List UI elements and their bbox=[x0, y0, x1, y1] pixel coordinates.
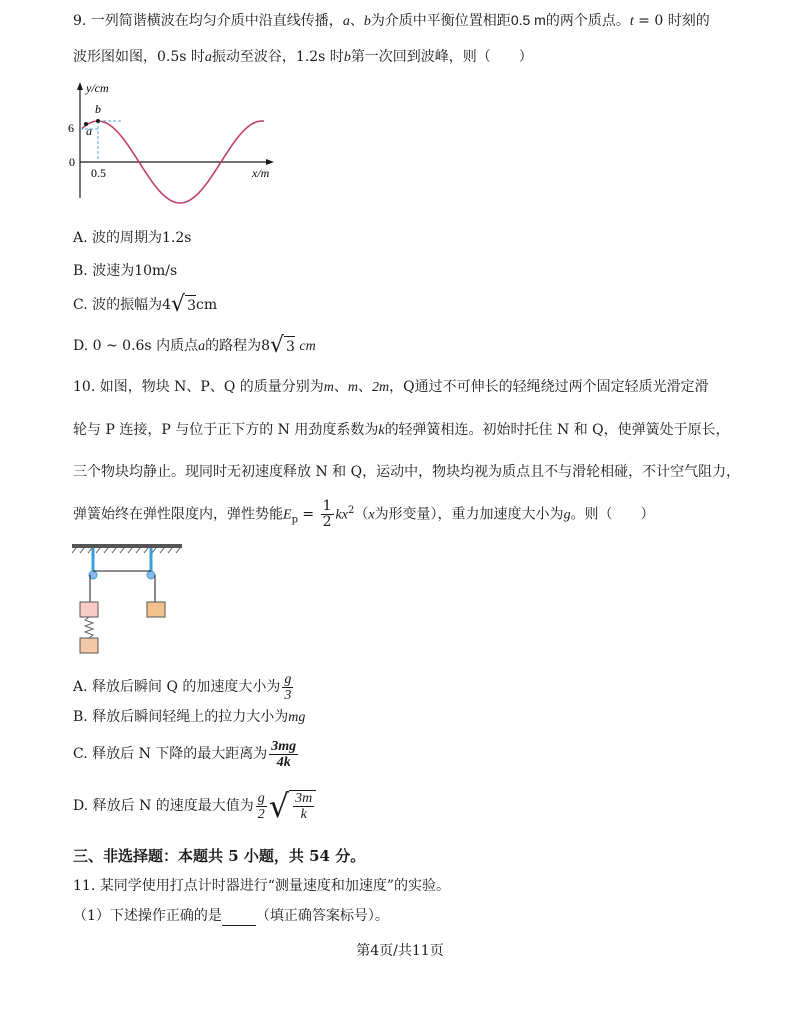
q10-text: 轮与 P 连接，P 与位于正下方的 N 用劲度系数为 bbox=[73, 422, 379, 438]
exponent: 2 bbox=[347, 505, 355, 516]
origin-label: 0 bbox=[69, 155, 75, 169]
q10-line1 bbox=[73, 377, 709, 398]
unit: cm bbox=[196, 297, 218, 313]
block-n bbox=[80, 638, 98, 653]
q10-line4 bbox=[73, 496, 655, 535]
x-tick-05: 0.5 bbox=[91, 166, 106, 180]
radical-icon: √ bbox=[270, 333, 285, 358]
option-text: D. 释放后 N 的速度最大值为 bbox=[73, 798, 254, 814]
sep: 、 bbox=[358, 379, 373, 395]
coef: 8 bbox=[261, 338, 270, 354]
ceiling-hatch bbox=[72, 548, 180, 553]
q9-option-a bbox=[73, 228, 191, 248]
y-axis-label: y/cm bbox=[86, 81, 109, 95]
q9-text: 振动至波谷，1.2s 时 bbox=[211, 49, 344, 65]
page-footer: 第4页/共11页 bbox=[356, 943, 444, 959]
equals: = bbox=[297, 506, 319, 523]
q10-line2 bbox=[73, 420, 730, 441]
distance-value: 0.5 m bbox=[510, 12, 546, 28]
fraction bbox=[256, 791, 267, 822]
sqrt-symbol bbox=[268, 787, 317, 825]
option-text: 的路程为 bbox=[205, 338, 262, 354]
radicand bbox=[289, 790, 316, 822]
radicand: 3 bbox=[284, 336, 295, 357]
q9-option-b bbox=[73, 261, 177, 281]
q10-option-d bbox=[73, 789, 316, 823]
var-b: b bbox=[343, 50, 351, 65]
var-a: a bbox=[198, 339, 206, 354]
q9-text: 9. 一列简谐横波在均匀介质中沿直线传播， bbox=[73, 13, 343, 29]
denominator: 4k bbox=[276, 754, 291, 770]
fraction bbox=[269, 739, 298, 770]
option-text: D. 0 ~ 0.6s 内质点 bbox=[73, 338, 199, 354]
q10-text: 三个物块均静止。现同时无初速度释放 N 和 Q，运动中，物块均视为质点且不与滑轮相碰，不计空气阻力， bbox=[73, 464, 741, 480]
q9-line2 bbox=[73, 47, 533, 68]
denominator: 2 bbox=[322, 514, 332, 531]
q11-text: （1）下述操作正确的是 bbox=[73, 908, 222, 924]
q9-text: 为介质中平衡位置相距 bbox=[370, 13, 511, 29]
var-a: a bbox=[204, 50, 212, 65]
ceiling bbox=[72, 544, 182, 548]
option-text: C. 释放后 N 下降的最大距离为 bbox=[73, 746, 268, 762]
numerator: g bbox=[284, 671, 292, 687]
q10-option-c bbox=[73, 737, 300, 771]
denominator: k bbox=[300, 807, 307, 822]
fraction bbox=[282, 672, 293, 703]
numerator: 1 bbox=[322, 498, 332, 515]
q9-text: 的两个质点。 bbox=[545, 13, 630, 29]
option-text: A. 释放后瞬间 Q 的加速度大小为 bbox=[73, 679, 281, 695]
q10-text: 10. 如图，物块 N、P、Q 的质量分别为 bbox=[73, 379, 324, 395]
pulley-figure bbox=[70, 542, 190, 662]
q10-text: ，Q通过不可伸长的轻绳绕过两个固定轻质光滑定滑 bbox=[389, 379, 709, 395]
radicand: 3 bbox=[185, 295, 196, 316]
section-heading: 三、非选择题：本题共 5 小题，共 54 分。 bbox=[73, 847, 366, 865]
q11-text: （填正确答案标号）。 bbox=[255, 908, 389, 924]
var-a: a bbox=[342, 14, 350, 29]
q9-text: = 0 时刻的 bbox=[633, 13, 710, 29]
label-a: a bbox=[86, 124, 92, 138]
q10-text: 为形变量），重力加速度大小为 bbox=[374, 506, 564, 523]
mass-p: m bbox=[347, 380, 359, 395]
unit: cm bbox=[299, 339, 316, 354]
radical-icon: √ bbox=[171, 292, 186, 317]
var-ep: E bbox=[283, 507, 292, 523]
numerator: 3mg bbox=[271, 738, 297, 754]
var-t: t bbox=[629, 14, 634, 29]
x-axis-arrow-icon bbox=[266, 159, 274, 165]
q10-option-a bbox=[73, 670, 295, 704]
option-text: A. 波的周期为1.2s bbox=[73, 230, 192, 246]
q9-text: 波形图如图，0.5s 时 bbox=[73, 49, 205, 65]
fraction bbox=[293, 791, 314, 822]
y-tick-6: 6 bbox=[68, 121, 74, 135]
spring bbox=[85, 617, 93, 638]
y-axis-arrow-icon bbox=[77, 82, 83, 90]
numerator: 3m bbox=[295, 791, 313, 806]
x-axis-label: x/m bbox=[252, 166, 270, 180]
q10-text: 的轻弹簧相连。初始时托住 N 和 Q，使弹簧处于原长， bbox=[384, 422, 730, 438]
q10-option-b bbox=[73, 707, 305, 728]
q10-text: 弹簧始终在弹性限度内，弹性势能 bbox=[73, 506, 283, 523]
q11-text: 11. 某同学使用打点计时器进行“测量速度和加速度”的实验。 bbox=[73, 878, 451, 894]
answer-blank[interactable] bbox=[222, 911, 256, 926]
var-x: x bbox=[368, 507, 375, 523]
option-text: C. 波的振幅为 bbox=[73, 297, 163, 313]
wave-figure bbox=[60, 80, 280, 210]
var-k: k bbox=[378, 423, 385, 438]
block-q bbox=[147, 602, 165, 617]
q10-text: （ bbox=[354, 506, 369, 523]
var-mg: mg bbox=[288, 710, 306, 725]
coef: 4 bbox=[162, 297, 172, 313]
sep: 、 bbox=[349, 13, 364, 29]
q10-line3 bbox=[73, 462, 740, 482]
q9-text: 第一次回到波峰，则（ ） bbox=[350, 49, 533, 65]
label-b: b bbox=[95, 102, 101, 116]
q11-line1 bbox=[73, 876, 450, 896]
block-p bbox=[80, 602, 98, 617]
q9-option-d bbox=[73, 335, 316, 357]
mass-q: 2m bbox=[372, 380, 390, 395]
denominator: 2 bbox=[257, 806, 265, 822]
half-fraction bbox=[321, 499, 334, 530]
var-g: g bbox=[563, 507, 571, 523]
sqrt-symbol bbox=[270, 335, 295, 357]
sep: 、 bbox=[333, 379, 348, 395]
kx-term: kx bbox=[335, 507, 348, 523]
point-b bbox=[96, 119, 100, 123]
q11-line2 bbox=[73, 906, 389, 926]
numerator: g bbox=[257, 790, 265, 806]
sqrt-symbol bbox=[171, 294, 196, 316]
option-text: B. 释放后瞬间轻绳上的拉力大小为 bbox=[73, 709, 289, 725]
q10-text: 。则（ ） bbox=[570, 506, 655, 523]
q9-line1 bbox=[73, 10, 710, 32]
radical-icon: √ bbox=[268, 787, 290, 825]
mass-n: m bbox=[323, 380, 334, 395]
ep-subscript: p bbox=[291, 514, 298, 526]
var-b: b bbox=[363, 14, 371, 29]
denominator: 3 bbox=[284, 687, 292, 703]
q9-option-c bbox=[73, 294, 217, 316]
option-text: B. 波速为10m/s bbox=[73, 263, 178, 279]
pulley-right bbox=[147, 571, 155, 579]
